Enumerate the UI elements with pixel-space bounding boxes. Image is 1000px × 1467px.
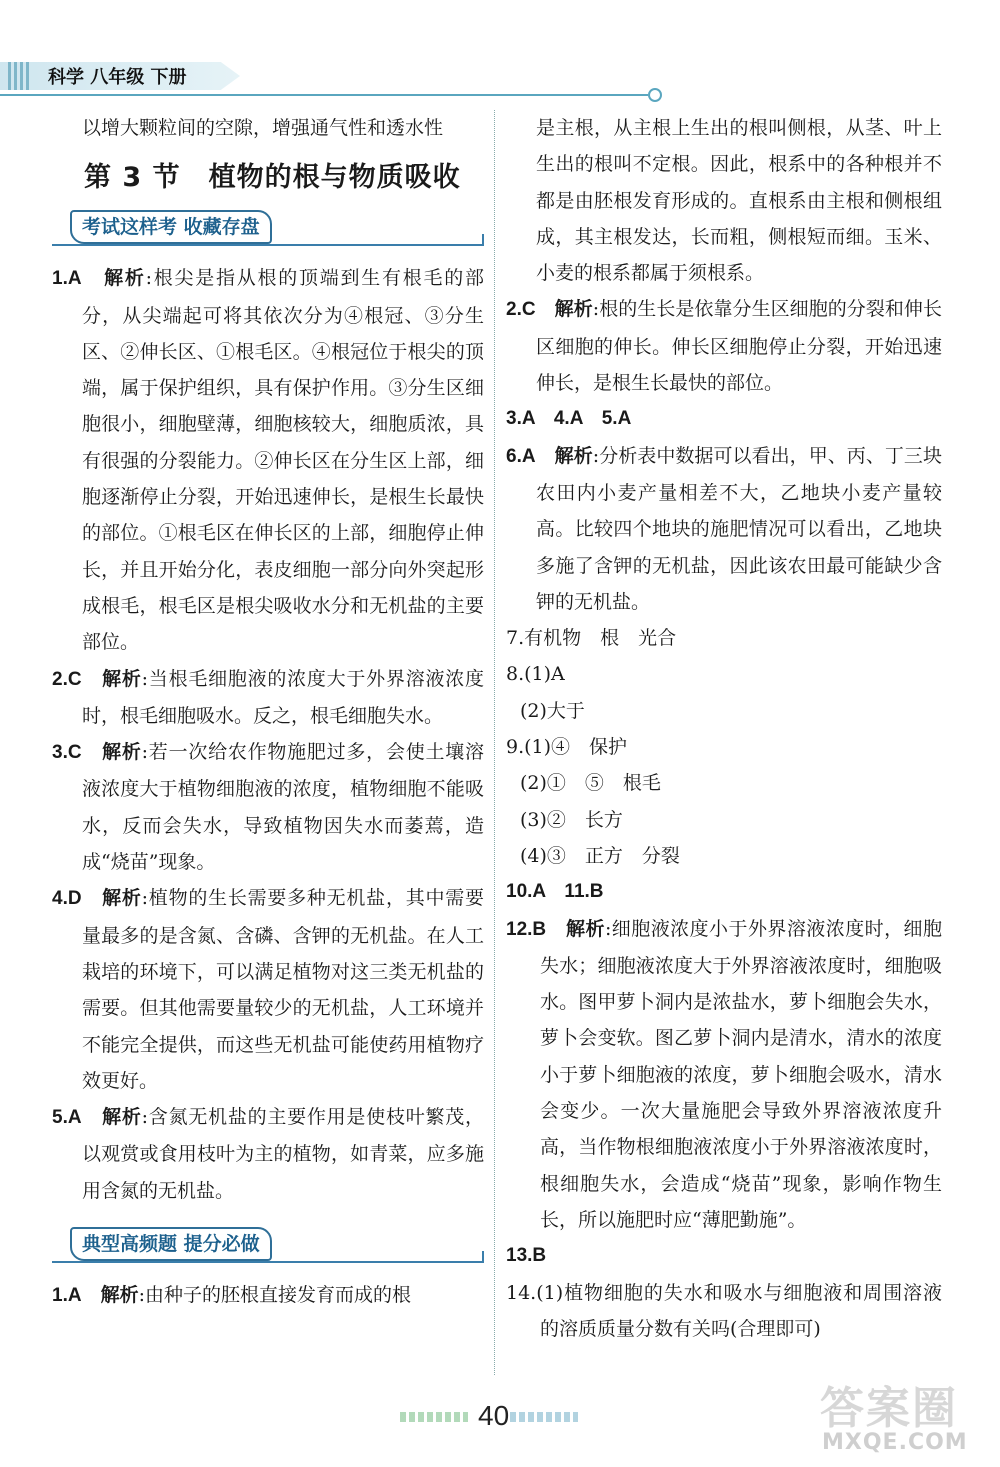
answer-item (52, 260, 484, 660)
footer-decoration-right (510, 1412, 578, 1422)
answer-item (506, 438, 942, 620)
analysis-label: 解析 (554, 444, 593, 467)
tag-end-tick (482, 1251, 484, 1263)
book-title: 科学 八年级 下册 (48, 67, 187, 88)
answer-line: 9.(1)④ 保护 (506, 736, 628, 759)
tag-label: 典型高频题 提分必做 (70, 1227, 272, 1261)
tag-underline (52, 244, 484, 246)
tag-label: 考试这样考 收藏存盘 (70, 210, 272, 244)
answer-text: :细胞液浓度小于外界溶液浓度时，细胞失水；细胞液浓度大于外界溶液浓度时，细胞吸水。图甲萝卜洞内是浓盐水，萝卜细胞会失水，萝卜会变软。图乙萝卜洞内是清水，清水的浓度小于萝卜细胞液的浓度，萝卜细胞会吸水，清水会变少。一次大量施肥会导致外界溶液浓度升高，当作物根细胞液浓度小于外界溶液浓度时，根细胞失水，会造成“烧苗”现象，影响作物生长，所以施肥时应“薄肥勤施”。 (540, 917, 942, 1231)
analysis-label: 解析 (566, 917, 605, 940)
footer-decoration-left (400, 1412, 468, 1422)
intro-continuation: 以增大颗粒间的空隙，增强通气性和透水性 (82, 117, 444, 139)
answer-item (52, 1099, 484, 1209)
answer-text: :若一次给农作物施肥过多，会使土壤溶液浓度大于植物细胞液的浓度，植物细胞不能吸水，反而会失水，导致植物因失水而萎蔫，造成“烧苗”现象。 (82, 741, 484, 874)
watermark-url: MXQE.COM (822, 1430, 968, 1455)
right-column (506, 110, 942, 1347)
answer-item: 14.(1)植物细胞的失水和吸水与细胞液和周围溶液的溶质质量分数有关吗(合理即可) (506, 1281, 942, 1340)
answer-subline: (3)② 长方 (520, 808, 623, 831)
answer-item (52, 1277, 484, 1314)
analysis-label: 解析 (554, 298, 593, 321)
answer-text: :当根毛细胞液的浓度大于外界溶液浓度时，根毛细胞吸水。反之，根毛细胞失水。 (82, 667, 484, 727)
tag-exam-style (52, 210, 484, 246)
answer-line: 7.有机物 根 光合 (506, 627, 677, 650)
tag-underline (52, 1261, 484, 1263)
answer-number: 2.C (52, 668, 82, 690)
page-number: 40 (478, 1400, 510, 1431)
answer-line: 8.(1)A (506, 663, 565, 686)
answer-number: 5.A (52, 1107, 82, 1129)
answer-subline: (2)① ⑤ 根毛 (520, 772, 661, 795)
answer-text: :含氮无机盐的主要作用是使枝叶繁茂，以观赏或食用枝叶为主的植物，如青菜，应多施用含氮的无机盐。 (82, 1106, 484, 1202)
answer-number: 4.D (52, 888, 82, 910)
answer-continuation: 是主根，从主根上生出的根叫侧根，从茎、叶上生出的根叫不定根。因此，根系中的各种根并不都是由胚根发育形成的。直根系由主根和侧根组成，其主根发达，长而粗，侧根短而细。玉米、小麦的根系都属于须根系。 (536, 117, 942, 285)
answer-number: 1.A (52, 1285, 82, 1307)
answer-text: :植物的生长需要多种无机盐，其中需要量最多的是含氮、含磷、含钾的无机盐。在人工栽培的环境下，可以满足植物对这三类无机盐的需要。但其他需要量较少的无机盐，人工环境并不能完全提供，而这些无机盐可能使药用植物疗效更好。 (82, 887, 484, 1092)
answer-item (52, 880, 484, 1099)
answer-item (506, 291, 942, 401)
tag-end-tick (482, 234, 484, 246)
analysis-label: 解析 (104, 267, 146, 290)
column-divider (494, 110, 495, 1375)
answer-item (52, 734, 484, 880)
analysis-label: 解析 (100, 1284, 139, 1307)
answer-number: 12.B (506, 918, 547, 940)
header-stripe-decoration (8, 62, 30, 90)
answer-subline: (2)大于 (520, 699, 585, 722)
analysis-label: 解析 (102, 1106, 142, 1129)
watermark (810, 1372, 990, 1462)
header-rule-dot (648, 88, 662, 102)
page-header (0, 58, 1000, 98)
answer-line: 13.B (506, 1245, 547, 1267)
answer-number: 1.A (52, 268, 82, 290)
answer-number: 6.A (506, 445, 536, 467)
answer-text: :由种子的胚根直接发育而成的根 (138, 1284, 412, 1307)
analysis-label: 解析 (102, 887, 142, 910)
answer-text: :根尖是指从根的顶端到生有根毛的部分，从尖端起可将其依次分为④根冠、③分生区、②伸长区、①根毛区。④根冠位于根尖的顶端，属于保护组织，具有保护作用。③分生区细胞很小，细胞壁薄，细胞核较大，细胞质浓，具有很强的分裂能力。②伸长区在分生区上部，细胞逐渐停止分裂，开始迅速伸长，是根生长最快的部位。①根毛区在伸长区的上部，细胞停止伸长，并且开始分化，表皮细胞一部分向外突起形成根毛，根毛区是根尖吸收水分和无机盐的主要部位。 (82, 267, 484, 654)
answer-number: 3.C (52, 742, 82, 764)
answer-line: 10.A 11.B (506, 881, 604, 903)
answer-subline: (4)③ 正方 分裂 (520, 844, 680, 867)
answer-item (506, 911, 942, 1239)
header-rule (0, 94, 648, 96)
answer-text: :分析表中数据可以看出，甲、丙、丁三块农田内小麦产量相差不大，乙地块小麦产量较高。比较四个地块的施肥情况可以看出，乙地块多施了含钾的无机盐，因此该农田最可能缺少含钾的无机盐。 (536, 444, 942, 613)
answer-text: :根的生长是依靠分生区细胞的分裂和伸长区细胞的伸长。伸长区细胞停止分裂，开始迅速伸长，是根生长最快的部位。 (536, 298, 942, 395)
section-title: 第 3 节 植物的根与物质吸收 (84, 162, 461, 194)
left-column (52, 110, 484, 1314)
answer-line: 3.A 4.A 5.A (506, 408, 632, 430)
analysis-label: 解析 (102, 667, 142, 690)
answer-number: 2.C (506, 299, 536, 321)
answer-item (52, 661, 484, 735)
tag-high-frequency (52, 1227, 484, 1263)
analysis-label: 解析 (102, 741, 142, 764)
watermark-logo-text: 答案圈 (820, 1383, 958, 1434)
